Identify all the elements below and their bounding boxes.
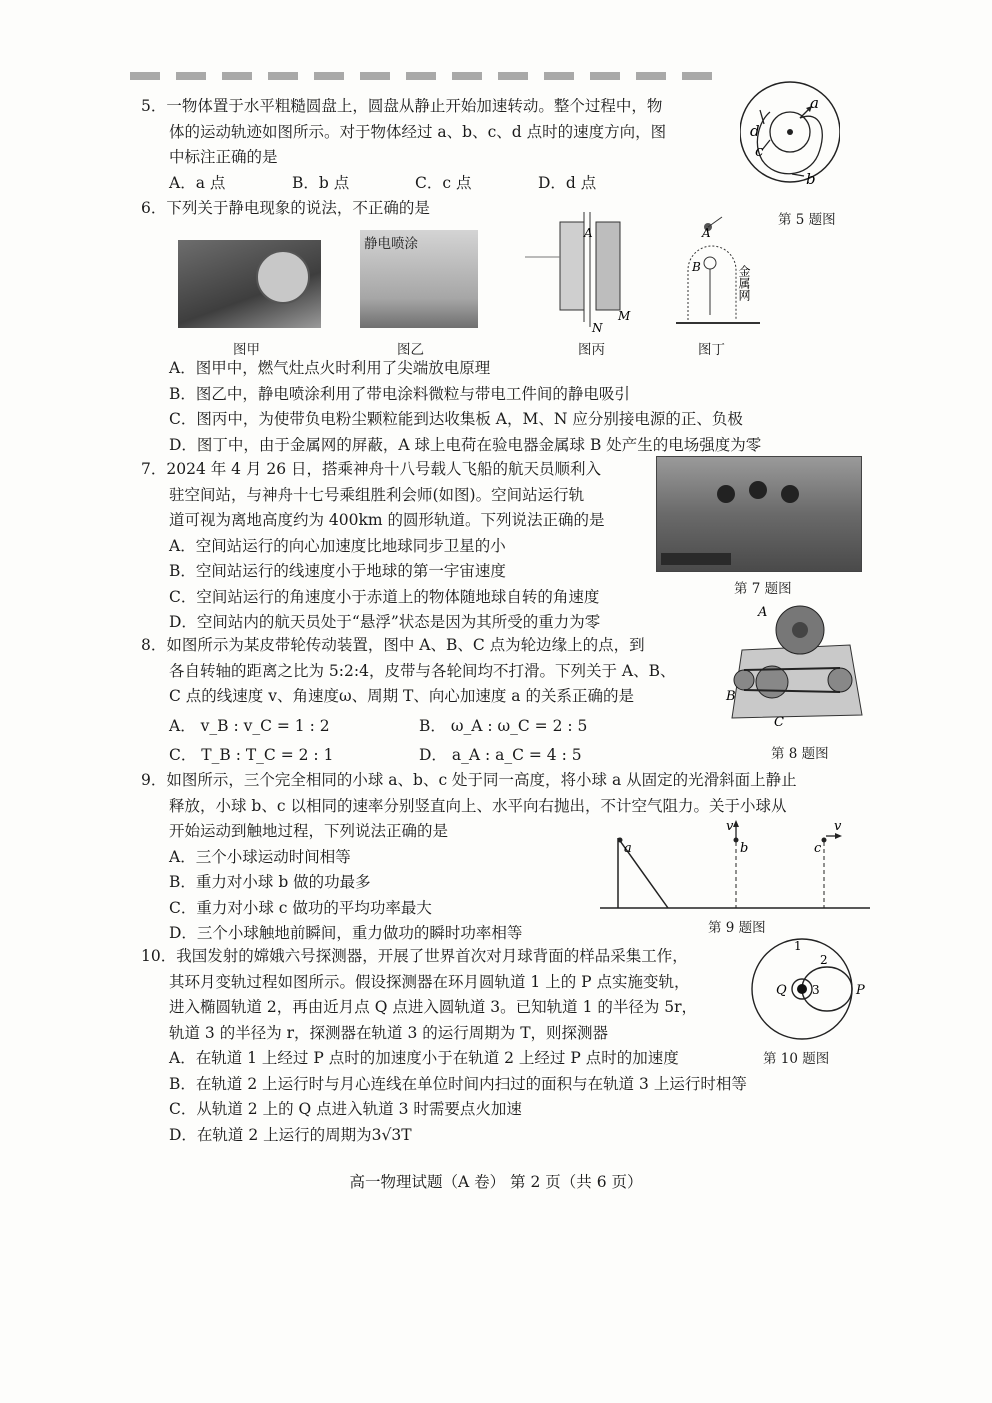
q6-spray-label: 静电喷涂 [364, 236, 418, 252]
q8-label-A: A [758, 605, 768, 620]
q9-label-c: c [814, 841, 822, 856]
q6-stem: 6．下列关于静电现象的说法，不正确的是 [141, 199, 430, 217]
q5-line: 5．一物体置于水平粗糙圆盘上，圆盘从静止开始加速转动。整个过程中，物 [141, 97, 663, 115]
q7-photo-astronauts [656, 456, 862, 572]
q10-label-P: P [856, 983, 865, 998]
q5-label-a: a [810, 94, 819, 112]
q9-figure [598, 818, 873, 914]
q10-line: 其环月变轨过程如图所示。假设探测器在环月圆轨道 1 上的 P 点实施变轨， [169, 972, 690, 991]
q6-caption-bing: 图丙 [578, 342, 605, 358]
q8-caption: 第 8 题图 [771, 746, 829, 762]
q5-label-c: c [755, 142, 764, 160]
q8-figure-belt [722, 600, 870, 740]
q7-line: 道可视为离地高度约为 400km 的圆形轨道。下列说法正确的是 [169, 511, 605, 529]
q10-option-b: B．在轨道 2 上运行时与月心连线在单位时间内扫过的面积与在轨道 3 上运行时相等 [169, 1074, 747, 1093]
q5-label-d: d [750, 122, 760, 140]
q7-line: 驻空间站，与神舟十七号乘组胜利会师(如图)。空间站运行轨 [169, 485, 585, 504]
q6-label-A2: A [702, 226, 711, 240]
q10-option-c: C．从轨道 2 上的 Q 点进入轨道 3 时需要点火加速 [169, 1100, 522, 1118]
q8-line: C 点的线速度 v、角速度ω、周期 T、向心加速度 a 的关系正确的是 [169, 687, 634, 705]
q5-label-b: b [806, 170, 816, 188]
q10-option-d: D．在轨道 2 上运行的周期为3√3T [169, 1125, 412, 1144]
q9-line: 9．如图所示，三个完全相同的小球 a、b、c 处于同一高度，将小球 a 从固定的光滑斜面上静止 [141, 771, 797, 789]
q8-option-c: C． T_B : T_C = 2 : 1 [169, 746, 334, 764]
q7-line: 7．2024 年 4 月 26 日，搭乘神舟十八号载人飞船的航天员顺利入 [141, 460, 602, 478]
q6-figure-bing [520, 212, 655, 337]
q6-label-net: 金属网 [737, 265, 751, 301]
q5-figure [740, 80, 840, 195]
q10-line: 10．我国发射的嫦娥六号探测器，开展了世界首次对月球背面的样品采集工作， [141, 947, 688, 965]
q6-label-B: B [692, 260, 701, 274]
q6-figure-ding [670, 215, 770, 335]
q8-label-C: C [774, 715, 784, 730]
q9-option-d: D．三个小球触地前瞬间，重力做功的瞬时功率相等 [169, 924, 523, 942]
q10-label-orbit3: 3 [812, 983, 820, 997]
question-7 [141, 457, 605, 636]
q10-label-Q: Q [776, 983, 787, 998]
q9-line: 释放，小球 b、c 以相同的速率分别竖直向上、水平向右抛出，不计空气阻力。关于小球从 [169, 796, 787, 815]
page-footer: 高一物理试题（A 卷） 第 2 页（共 6 页） [349, 1173, 643, 1191]
q8-option-d: D． a_A : a_C = 4 : 5 [419, 746, 582, 764]
q7-option-d: D．空间站内的航天员处于“悬浮”状态是因为其所受的重力为零 [169, 613, 601, 631]
q10-label-orbit2: 2 [820, 953, 828, 967]
q7-option-b: B．空间站运行的线速度小于地球的第一宇宙速度 [169, 562, 506, 580]
q6-label-A: A [584, 226, 593, 240]
q8-option-a: A． v_B : v_C = 1 : 2 [169, 716, 330, 735]
q6-option-c: C．图丙中，为使带负电粉尘颗粒能到达收集板 A，M、N 应分别接电源的正、负极 [169, 410, 743, 428]
q10-figure-orbits [742, 934, 872, 1044]
q7-option-c: C．空间站运行的角速度小于赤道上的物体随地球自转的角速度 [169, 587, 600, 606]
q10-line: 轨道 3 的半径为 r，探测器在轨道 3 的运行周期为 T，则探测器 [169, 1023, 609, 1042]
q9-option-a: A．三个小球运动时间相等 [169, 847, 351, 866]
q5-option-b: B．b 点 [292, 173, 350, 192]
q6-caption-yi: 图乙 [397, 342, 424, 358]
q5-line: 中标注正确的是 [169, 148, 278, 166]
q5-option-c: C．c 点 [415, 173, 472, 192]
q10-caption: 第 10 题图 [763, 1051, 830, 1067]
q5-option-a: A．a 点 [169, 173, 226, 192]
q6-option-b: B．图乙中，静电喷涂利用了带电涂料微粒与带电工件间的静电吸引 [169, 384, 630, 403]
q8-line: 8．如图所示为某皮带轮传动装置，图中 A、B、C 点为轮边缘上的点，到 [141, 636, 645, 654]
q10-line: 进入椭圆轨道 2，再由近月点 Q 点进入圆轨道 3。已知轨道 1 的半径为 5r， [169, 998, 698, 1016]
question-10 [141, 944, 747, 1148]
q10-label-orbit1: 1 [794, 939, 802, 953]
q6-option-a: A．图甲中，燃气灶点火时利用了尖端放电原理 [169, 359, 491, 377]
q6-option-d: D．图丁中，由于金属网的屏蔽，A 球上电荷在验电器金属球 B 处产生的电场强度为零 [169, 435, 762, 454]
q5-caption: 第 5 题图 [778, 212, 836, 228]
q7-option-a: A．空间站运行的向心加速度比地球同步卫星的小 [169, 536, 506, 555]
q6-caption-ding: 图丁 [698, 342, 725, 358]
q6-photo-stove [178, 240, 321, 328]
question-8 [141, 633, 675, 769]
q8-line: 各自转轴的距离之比为 5:2:4，皮带与各轮间均不打滑。下列关于 A、B、 [169, 661, 676, 680]
q5-options [141, 171, 741, 197]
q9-line: 开始运动到触地过程，下列说法正确的是 [169, 822, 449, 840]
q9-option-b: B．重力对小球 b 做的功最多 [169, 873, 371, 891]
q9-label-v2: v [834, 819, 842, 834]
q8-label-B: B [726, 689, 736, 704]
q6-label-M: M [618, 309, 631, 323]
q9-caption: 第 9 题图 [708, 920, 766, 936]
q6-photo-spray [360, 230, 478, 328]
q5-line: 体的运动轨迹如图所示。对于物体经过 a、b、c、d 点时的速度方向，图 [169, 122, 667, 141]
question-5 [141, 94, 741, 196]
q9-label-v1: v [726, 819, 734, 834]
q7-caption: 第 7 题图 [734, 581, 792, 597]
q9-option-c: C．重力对小球 c 做功的平均功率最大 [169, 898, 432, 917]
q5-option-d: D．d 点 [538, 173, 597, 192]
q6-caption-jia: 图甲 [233, 342, 260, 358]
question-6-options [141, 356, 761, 458]
q8-option-b: B． ω_A : ω_C = 2 : 5 [419, 716, 588, 735]
q10-option-a: A．在轨道 1 上经过 P 点时的加速度小于在轨道 2 上经过 P 点时的加速度 [169, 1049, 679, 1067]
q9-label-b: b [740, 841, 749, 856]
q6-label-N: N [592, 321, 603, 335]
q9-label-a: a [624, 841, 632, 856]
cut-off-top-text [130, 72, 720, 80]
question-6-stem [141, 196, 430, 222]
